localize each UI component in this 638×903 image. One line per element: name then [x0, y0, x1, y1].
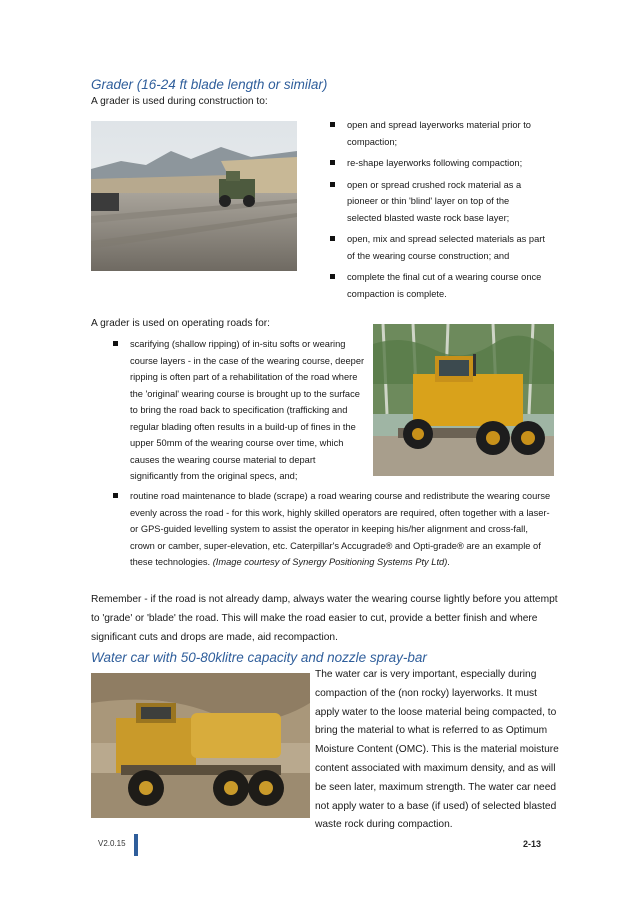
- construction-use-item: re-shape layerworks following compaction;: [330, 155, 545, 172]
- operating-use-item: scarifying (shallow ripping) of in-situ softs or wearing course layers - in the case of the wearing course, deeper ripping is often part of a rehabilitation of the road where the 'original' wearing course is brought up to the surface to bring the road back to specification (trafficking and regular blading often results in a build-up of fines in the upper 50mm of the wearing course over time, which causes the wearing course material to depart significantly from the original specs, and;: [113, 336, 365, 485]
- footer-version: V2.0.15: [98, 839, 126, 848]
- water-car-photo: [91, 673, 310, 818]
- bullet-icon: [330, 236, 335, 241]
- operating-uses-list-1: [113, 336, 365, 485]
- construction-use-item: complete the final cut of a wearing course once compaction is complete.: [330, 269, 545, 302]
- grader-intro: A grader is used during construction to:: [91, 96, 268, 107]
- image-credit: (Image courtesy of Synergy Positioning Systems Pty Ltd): [212, 557, 448, 567]
- footer-rule: [134, 834, 138, 856]
- water-car-body: The water car is very important, especially during compaction of the (non rocky) layerworks. It must apply water to the loose material being compacted, to bring the material to what is referred to as Optimum Moisture Content (OMC). This is the material moisture content associated with maximum density, and as will be seen later, maximum strength. The water car need not apply water to a base (if used) of selected blasted waste rock during compaction.: [315, 669, 559, 831]
- construction-use-item: open, mix and spread selected materials as part of the wearing course construction; and: [330, 231, 545, 264]
- construction-use-item: open or spread crushed rock material as a pioneer or thin 'blind' layer on top of the selected blasted waste rock base layer;: [330, 177, 545, 227]
- remember-paragraph: Remember - if the road is not already damp, always water the wearing course lightly before you attempt to 'grade' or 'blade' the road. This will make the road easier to cut, provide a better finish and where significant cuts and drops are made, aid recompaction.: [91, 594, 558, 643]
- operating-uses-list-2: [113, 488, 553, 571]
- water-car-heading: Water car with 50-80klitre capacity and nozzle spray-bar: [91, 650, 427, 665]
- grader-operating-photo: [373, 324, 554, 476]
- bullet-icon: [330, 122, 335, 127]
- bullet-icon: [113, 341, 118, 346]
- construction-uses-list: [330, 117, 545, 302]
- bullet-icon: [330, 274, 335, 279]
- grader-construction-photo: [91, 121, 297, 271]
- operating-intro: A grader is used on operating roads for:: [91, 318, 270, 329]
- bullet-icon: [330, 182, 335, 187]
- construction-use-item: open and spread layerworks material prior to compaction;: [330, 117, 545, 150]
- bullet-icon: [330, 160, 335, 165]
- bullet-icon: [113, 493, 118, 498]
- operating-use-item: routine road maintenance to blade (scrape) a road wearing course and redistribute the wearing course evenly across the road - for this work, highly skilled operators are required, often together with a laser- or GPS-guided levelling system to assist the operator in keeping his/her alignment and cross-fall, crown or camber, super-elevation, etc. Caterpillar's Accugrade® and Opti-grade® are an example of these technologies. (Image courtesy of Synergy Positioning Systems Pty Ltd).: [113, 488, 553, 571]
- grader-heading: Grader (16-24 ft blade length or similar): [91, 77, 328, 92]
- footer-page-number: 2-13: [523, 839, 542, 849]
